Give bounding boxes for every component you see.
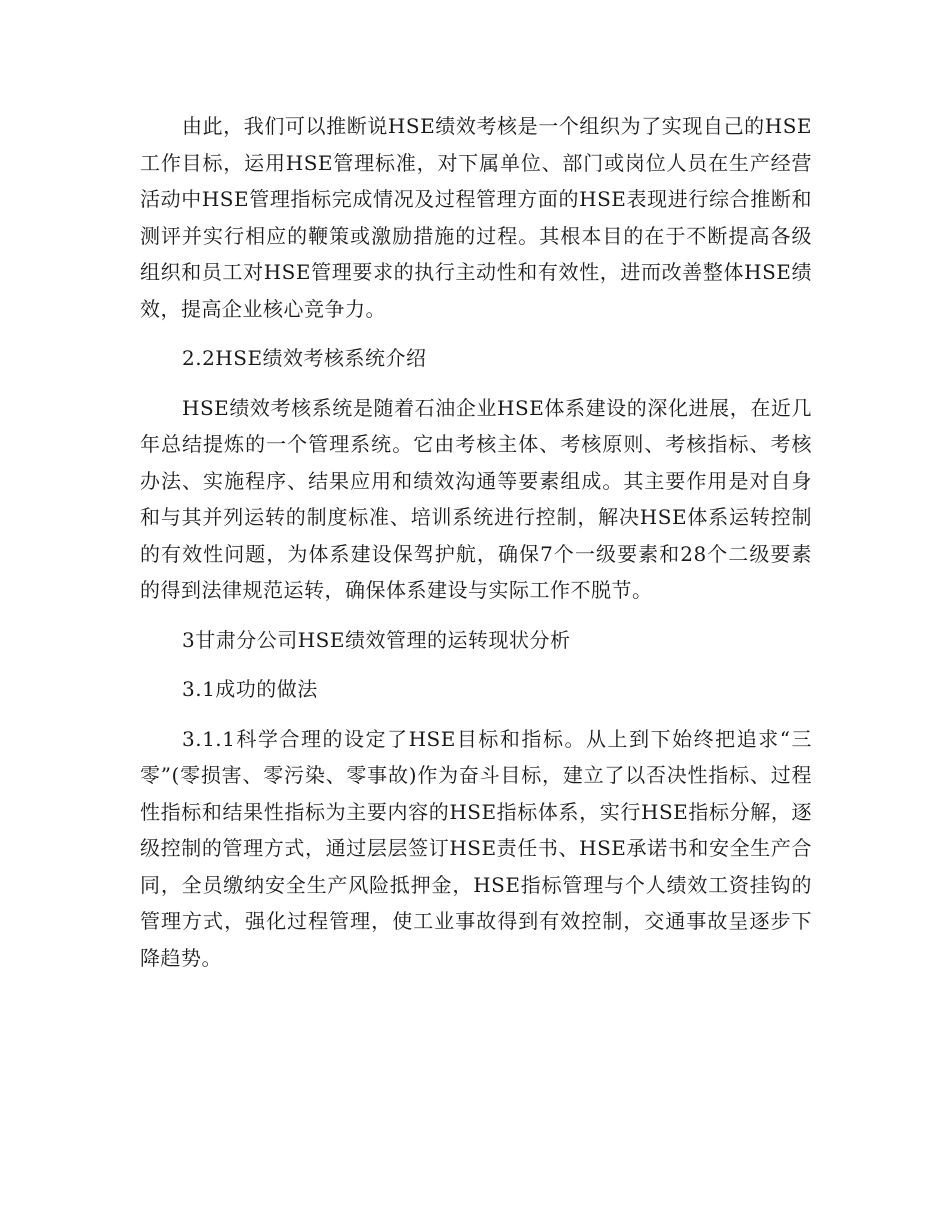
paragraph-hse-system-intro: HSE绩效考核系统是随着石油企业HSE体系建设的深化进展，在近几年总结提炼的一个管理系统。它由考核主体、考核原则、考核指标、考核办法、实施程序、结果应用和绩效沟通等要素组成。其主要作用是对自身和与其并列运转的制度标准、培训系统进行控制，解决HSE体系运转控制的有效性问题，为体系建设保驾护航，确保7个一级要素和28个二级要素的得到法律规范运转，确保体系建设与实际工作不脱节。 [140, 395, 812, 602]
paragraph-3-1-1: 3.1.1科学合理的设定了HSE目标和指标。从上到下始终把追求“三零”(零损害、零污染、零事故)作为奋斗目标，建立了以否决性指标、过程性指标和结果性指标为主要内容的HSE指标体系，实行HSE指标分解，逐级控制的管理方式，通过层层签订HSE责任书、HSE承诺书和安全生产合同，全员缴纳安全生产风险抵押金，HSE指标管理与个人绩效工资挂钩的管理方式，强化过程管理，使工业事故得到有效控制，交通事故呈逐步下降趋势。 [140, 726, 812, 970]
section-heading-3-1: 3.1成功的做法 [182, 677, 318, 701]
paragraph-hse-definition: 由此，我们可以推断说HSE绩效考核是一个组织为了实现自己的HSE工作目标，运用HSE管理标准，对下属单位、部门或岗位人员在生产经营活动中HSE管理指标完成情况及过程管理方面的HSE表现进行综合推断和测评并实行相应的鞭策或激励措施的过程。其根本目的在于不断提高各级组织和员工对HSE管理要求的执行主动性和有效性，进而改善整体HSE绩效，提高企业核心竞争力。 [140, 114, 812, 321]
document-body [140, 108, 812, 989]
section-heading-2-2: 2.2HSE绩效考核系统介绍 [182, 346, 427, 370]
section-heading-3: 3甘肃分公司HSE绩效管理的运转现状分析 [182, 627, 571, 652]
